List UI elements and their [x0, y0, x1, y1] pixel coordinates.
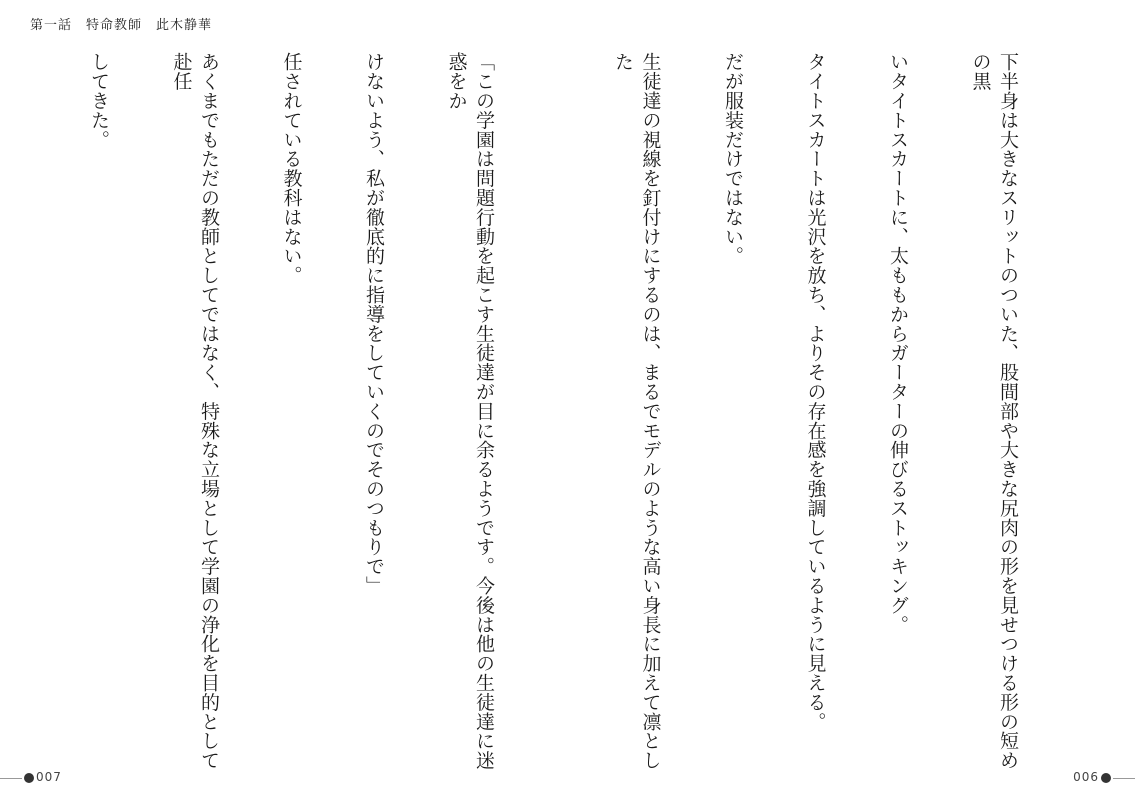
left-page — [40, 52, 552, 772]
body-line: だが服装だけではない。 — [722, 52, 744, 266]
right-page — [598, 52, 1076, 772]
body-line: 任されている教科はない。 — [280, 52, 303, 285]
page-number-right: 006 — [1073, 770, 1099, 784]
body-line: いタイトスカートに、太ももからガーターの伸びるストッキング。 — [887, 52, 909, 634]
folio-rule-right — [1113, 778, 1135, 779]
body-line: 下半身は大きなスリットのついた、股間部や大きな尻肉の形を見せつける形の短めの黒 — [969, 52, 1019, 770]
body-line: タイトスカートは光沢を放ち、よりその存在感を強調しているように見える。 — [804, 52, 827, 731]
body-line: 生徒達の視線を釘付けにするのは、まるでモデルのような高い身長に加えて凛とした — [612, 52, 662, 770]
folio-dot-right — [1101, 773, 1111, 783]
body-line: してきた。 — [88, 52, 110, 149]
running-head: 第一話 特命教師 此木静華 — [30, 18, 213, 33]
right-page-body — [598, 52, 1076, 772]
left-page-body — [40, 52, 552, 772]
body-line: 「この学園は問題行動を起こす生徒達が目に余るようです。今後は他の生徒達に迷惑をか — [445, 52, 495, 770]
folio-dot-left — [24, 773, 34, 783]
folio-rule-left — [0, 778, 22, 779]
body-line: あくまでもただの教師としてではなく、特殊な立場として学園の浄化を目的として赴任 — [170, 52, 220, 770]
body-line: けないよう、私が徹底的に指導をしていくのでそのつもりで」 — [363, 52, 385, 596]
page-number-left: 007 — [36, 770, 62, 784]
